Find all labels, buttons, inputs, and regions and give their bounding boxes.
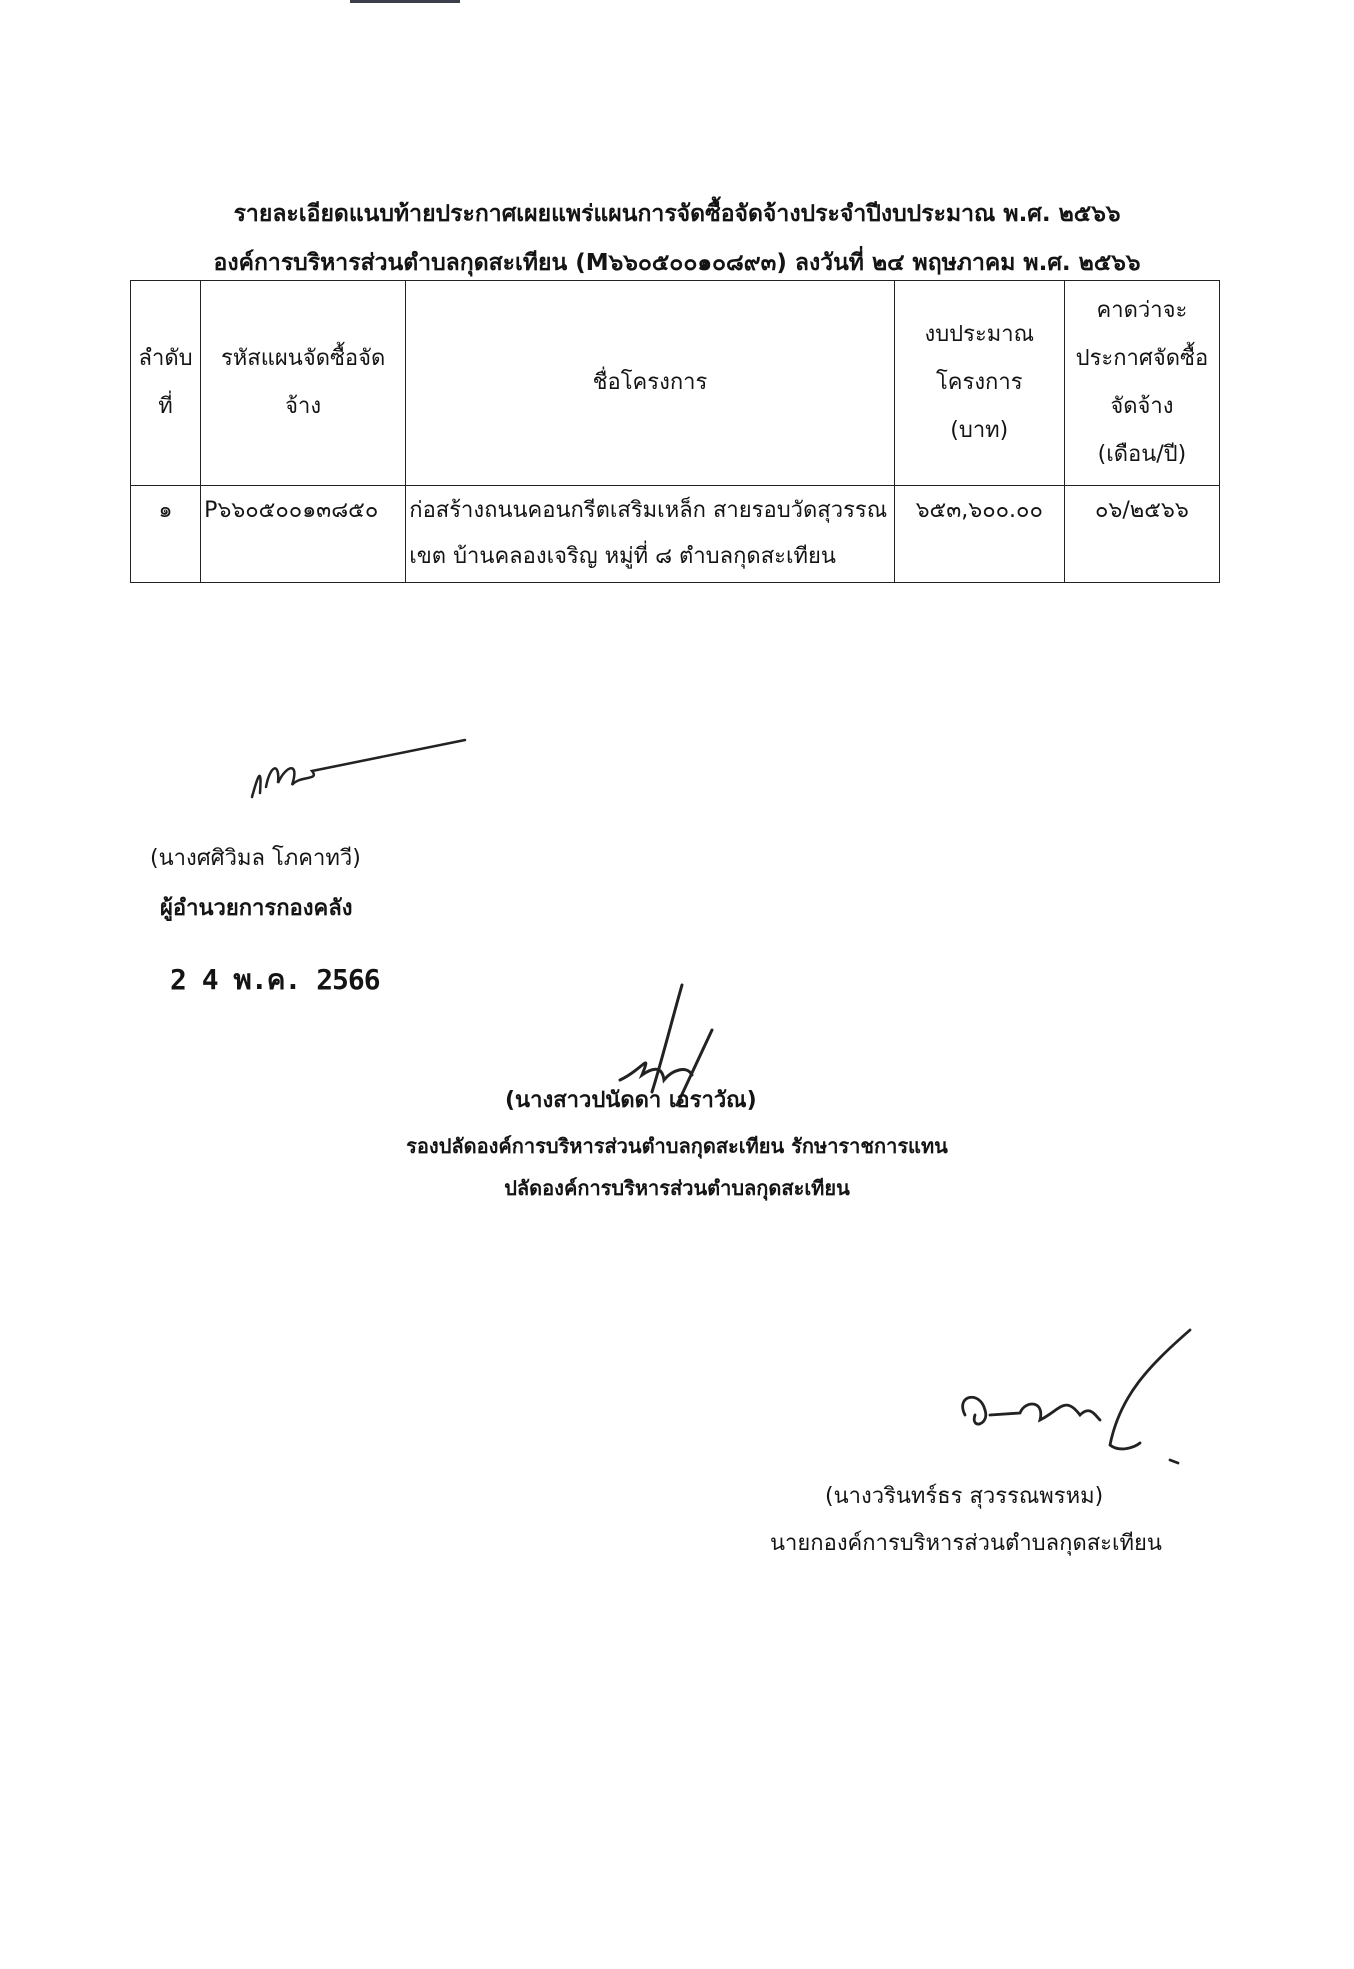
row-plan-code: P๖๖๐๕๐๐๑๓๘๕๐ bbox=[201, 486, 406, 583]
table-header-row bbox=[131, 281, 1220, 486]
header-num: ลำดับ ที่ bbox=[131, 281, 201, 486]
row-project-name: ก่อสร้างถนนคอนกรีตเสริมเหล็ก สายรอบวัดสุวรรณ เขต บ้านคลองเจริญ หมู่ที่ ๘ ตำบลกุดสะเทียน bbox=[406, 486, 894, 583]
signatory-1-date-stamp: 2 4 พ.ค. 2566 bbox=[170, 963, 380, 996]
row-num: ๑ bbox=[131, 486, 201, 583]
procurement-plan-table bbox=[130, 280, 1220, 583]
row-expected-date: ๐๖/๒๕๖๖ bbox=[1064, 486, 1219, 583]
signatory-3-name: (นางวรินทร์ธร สุวรรณพรหม) bbox=[825, 1484, 1104, 1509]
header-expected-date: คาดว่าจะ ประกาศจัดซื้อ จัดจ้าง (เดือน/ปี) bbox=[1064, 281, 1219, 486]
signatory-2-name: (นางสาวปนัดดา เอราวัณ) bbox=[505, 1088, 757, 1113]
header-plan-code: รหัสแผนจัดซื้อจัด จ้าง bbox=[201, 281, 406, 486]
signature-chief-executive bbox=[950, 1325, 1200, 1475]
table-row bbox=[131, 486, 1220, 583]
document-heading-line1: รายละเอียดแนบท้ายประกาศเผยแพร่แผนการจัดซื้อจัดจ้างประจำปีงบประมาณ พ.ศ. ๒๕๖๖ bbox=[233, 201, 1121, 227]
signatory-2-title-line2: ปลัดองค์การบริหารส่วนตำบลกุดสะเทียน bbox=[504, 1176, 850, 1200]
signature-finance-director bbox=[240, 735, 470, 805]
document-heading-line2: องค์การบริหารส่วนตำบลกุดสะเทียน (M๖๖๐๕๐๐๑๐๘๙๓) ลงวันที่ ๒๔ พฤษภาคม พ.ศ. ๒๕๖๖ bbox=[213, 250, 1141, 276]
header-project-name: ชื่อโครงการ bbox=[406, 281, 894, 486]
signatory-2-title-line1: รองปลัดองค์การบริหารส่วนตำบลกุดสะเทียน รักษาราชการแทน bbox=[406, 1134, 948, 1158]
signatory-3-title: นายกองค์การบริหารส่วนตำบลกุดสะเทียน bbox=[770, 1531, 1162, 1556]
header-budget: งบประมาณ โครงการ (บาท) bbox=[894, 281, 1064, 486]
row-budget: ๖๕๓,๖๐๐.๐๐ bbox=[894, 486, 1064, 583]
signatory-1-title: ผู้อำนวยการกองคลัง bbox=[160, 896, 353, 921]
scan-edge-mark bbox=[350, 0, 460, 3]
signatory-1-name: (นางศศิวิมล โภคาทวี) bbox=[150, 846, 361, 871]
